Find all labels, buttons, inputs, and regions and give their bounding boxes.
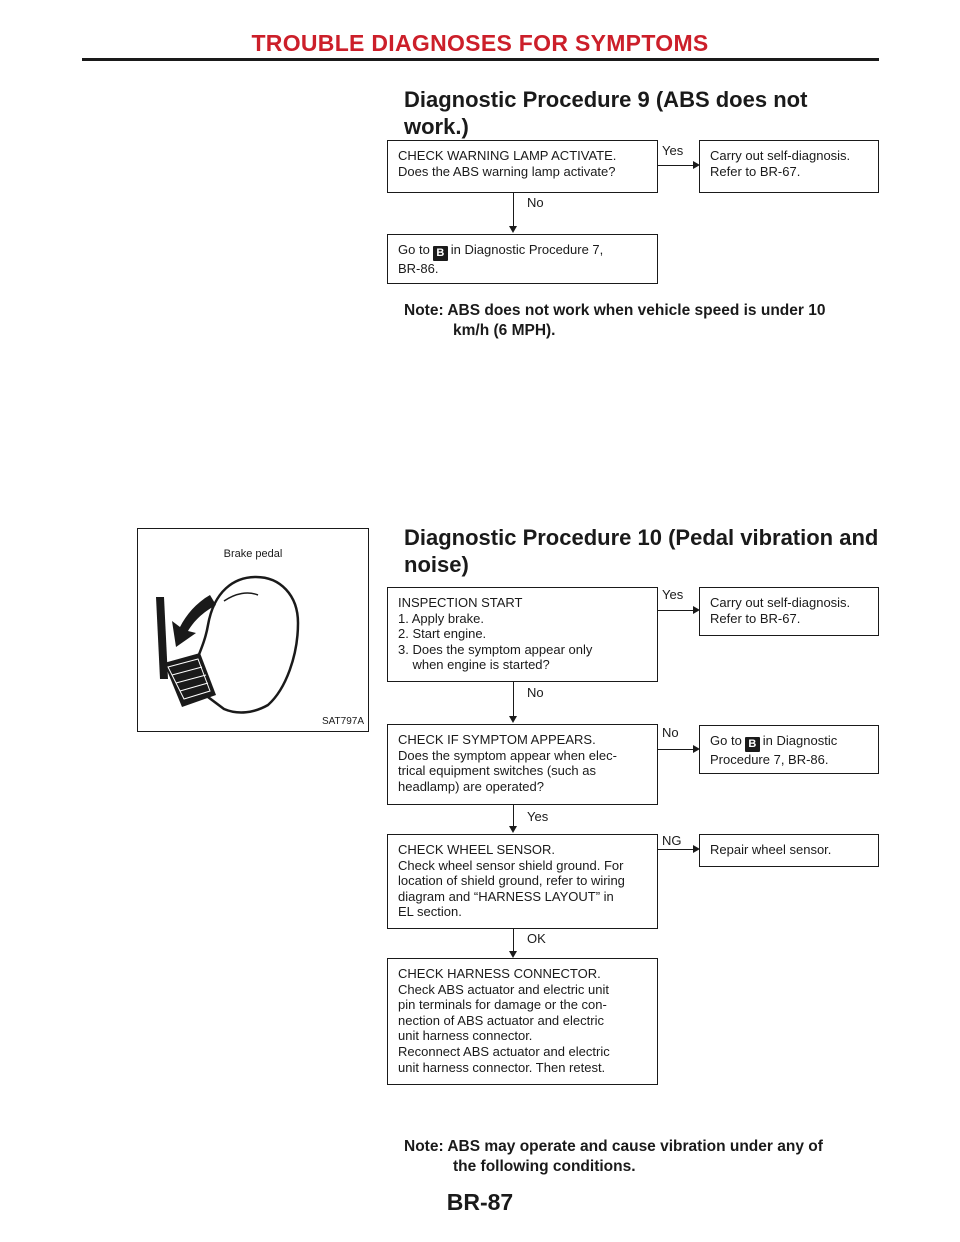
flow-connector — [513, 805, 514, 828]
branch-label-no: No — [527, 685, 544, 700]
branch-label-ng: NG — [662, 833, 682, 848]
arrow-down-icon — [509, 716, 517, 723]
brake-pedal-illustration — [137, 528, 369, 732]
box-text: unit harness connector. — [398, 1028, 533, 1044]
box-text: trical equipment switches (such as — [398, 763, 596, 779]
box-text: CHECK WARNING LAMP ACTIVATE. — [398, 148, 617, 163]
procedure-9-title-line1: Diagnostic Procedure 9 (ABS does not — [404, 87, 808, 112]
box-text: Does the ABS warning lamp activate? — [398, 163, 616, 179]
box-text: Carry out self-diagnosis. — [710, 148, 851, 163]
box-text: 2. Start engine. — [398, 626, 487, 642]
branch-label-ok: OK — [527, 931, 546, 946]
box-text: 1. Apply brake. — [398, 610, 484, 626]
box-text: headlamp) are operated? — [398, 778, 544, 794]
note-line: Note: ABS may operate and cause vibration under any of — [404, 1138, 823, 1155]
section-header-title: TROUBLE DIAGNOSES FOR SYMPTOMS — [251, 30, 709, 56]
box-text: diagram and “HARNESS LAYOUT” in — [398, 888, 614, 904]
procedure-9-note — [404, 301, 880, 341]
flow-connector — [513, 193, 514, 228]
branch-label-yes: Yes — [662, 143, 684, 158]
box-text: in Diagnostic — [762, 733, 838, 748]
box-text: Refer to BR-67. — [710, 163, 801, 179]
box-text: INSPECTION START — [398, 595, 523, 610]
b-marker-icon: B — [745, 737, 760, 752]
header-divider — [82, 58, 879, 61]
flow-connector — [658, 849, 698, 850]
procedure-9-title — [404, 86, 807, 140]
p10-check-wheel-sensor-box — [387, 834, 658, 929]
flow-connector — [658, 749, 698, 750]
arrow-down-icon — [509, 226, 517, 233]
page-number: BR-87 — [446, 1189, 514, 1215]
note-line: Note: ABS does not work when vehicle speed is under 10 — [404, 302, 826, 319]
procedure-9-title-line2: work.) — [404, 114, 469, 139]
flow-connector — [658, 165, 698, 166]
box-text: 3. Does the symptom appear only — [398, 641, 593, 657]
p10-go-to-box — [699, 725, 879, 774]
box-text: BR-86. — [398, 261, 439, 276]
branch-label-no: No — [527, 195, 544, 210]
box-text: when engine is started? — [398, 657, 550, 673]
illustration-label: Brake pedal — [223, 548, 283, 560]
flow-connector — [513, 682, 514, 718]
procedure-10-title-line1: Diagnostic Procedure 10 (Pedal vibration and — [404, 525, 879, 550]
box-text: Go to — [398, 242, 430, 257]
p10-repair-wheel-sensor-box — [699, 834, 879, 867]
box-text: nection of ABS actuator and electric — [398, 1012, 604, 1028]
flow-connector — [513, 929, 514, 953]
p10-self-diagnosis-box — [699, 587, 879, 636]
branch-label-yes: Yes — [662, 587, 684, 602]
procedure-10-title-line2: noise) — [404, 552, 469, 577]
box-text: Procedure 7, BR-86. — [710, 752, 829, 767]
box-text: Reconnect ABS actuator and electric — [398, 1043, 610, 1059]
box-text: CHECK WHEEL SENSOR. — [398, 842, 555, 857]
p9-check-warning-lamp-box — [387, 140, 658, 193]
box-text: Repair wheel sensor. — [710, 842, 832, 857]
branch-label-no: No — [662, 725, 679, 740]
p10-check-harness-connector-box — [387, 958, 658, 1085]
b-marker-icon: B — [433, 246, 448, 261]
p10-check-symptom-box — [387, 724, 658, 805]
arrow-down-icon — [509, 951, 517, 958]
p9-self-diagnosis-box — [699, 140, 879, 193]
box-text: Check wheel sensor shield ground. For — [398, 857, 624, 873]
box-text: Check ABS actuator and electric unit — [398, 981, 610, 997]
box-text: location of shield ground, refer to wiring — [398, 873, 625, 889]
box-text: Refer to BR-67. — [710, 610, 801, 626]
box-text: Carry out self-diagnosis. — [710, 595, 851, 610]
box-text: pin terminals for damage or the con- — [398, 997, 607, 1013]
note-line: km/h (6 MPH). — [453, 322, 556, 339]
brake-pedal-drawing — [138, 529, 368, 731]
box-text: CHECK HARNESS CONNECTOR. — [398, 966, 601, 981]
p10-inspection-start-box — [387, 587, 658, 682]
box-text: Go to — [710, 733, 742, 748]
branch-label-yes: Yes — [527, 809, 549, 824]
box-text: unit harness connector. Then retest. — [398, 1059, 606, 1075]
procedure-10-title — [404, 524, 878, 578]
p9-go-to-box — [387, 234, 658, 284]
box-text: EL section. — [398, 904, 462, 920]
note-line: the following conditions. — [453, 1158, 636, 1175]
box-text: CHECK IF SYMPTOM APPEARS. — [398, 732, 596, 747]
flow-connector — [658, 610, 698, 611]
procedure-10-note — [404, 1137, 880, 1177]
arrow-down-icon — [509, 826, 517, 833]
illustration-code: SAT797A — [321, 716, 364, 727]
box-text: Does the symptom appear when elec- — [398, 747, 617, 763]
box-text: in Diagnostic Procedure 7, — [450, 242, 604, 257]
